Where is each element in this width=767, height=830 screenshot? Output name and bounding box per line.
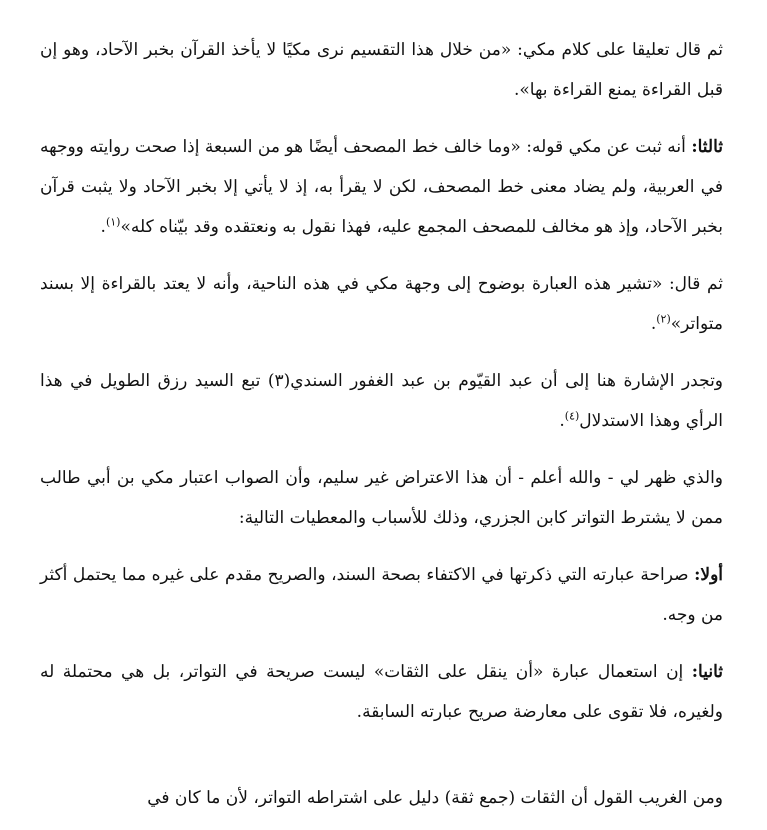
paragraph-1 (40, 30, 723, 110)
paragraph-6-text: صراحة عبارته التي ذكرتها في الاكتفاء بصحة السند، والصريح مقدم على غيره مما يحتمل أكثر من وجه. (40, 565, 723, 625)
paragraph-5-text: والذي ظهر لي - والله أعلم - أن هذا الاعتراض غير سليم، وأن الصواب اعتبار مكي بن أبي طالب ممن لا يشترط التواتر كابن الجزري، وذلك للأسباب والمعطيات التالية: (40, 468, 723, 528)
footnote-ref-1[interactable]: (١) (105, 215, 121, 229)
paragraph-4-text: وتجدر الإشارة هنا إلى أن عبد القيّوم بن عبد الغفور السندي(٣) تبع السيد رزق الطويل في هذا الرأي وهذا الاستدلال (40, 371, 724, 431)
paragraph-2-lead: ثالثا: (691, 137, 723, 157)
paragraph-6 (40, 555, 723, 635)
paragraph-1-text: ثم قال تعليقا على كلام مكي: «من خلال هذا التقسيم نرى مكيًا لا يأخذ القرآن بخبر الآحاد، وهو إن قبل القراءة يمنع القراءة بها». (40, 40, 723, 100)
paragraph-4 (40, 361, 723, 441)
period: . (100, 217, 106, 237)
paragraph-7-text: إن استعمال عبارة «أن ينقل على الثقات» ليست صريحة في التواتر، بل هي محتملة له ولغيره، فلا تقوى على معارضة صريح عبارته السابقة. (40, 662, 723, 722)
paragraph-5 (40, 458, 723, 538)
paragraph-8-text: ومن الغريب القول أن الثقات (جمع ثقة) دليل على اشتراطه التواتر، لأن ما كان في (147, 788, 723, 808)
paragraph-2 (40, 127, 723, 247)
footnote-ref-4[interactable]: (٤) (564, 409, 580, 423)
paragraph-2-text: أنه ثبت عن مكي قوله: «وما خالف خط المصحف أيضًا هو من السبعة إذا صحت روايته ووجهه في العربية، ولم يضاد معنى خط المصحف، لكن لا يقرأ به، إذ لا يأتي إلا بخبر الآحاد ولا يثبت قرآن بخبر الآحاد، وإذ هو مخالف للمصحف المجمع عليه، فهذا نقول به ونعتقده وقد بيّناه كله» (40, 137, 723, 237)
paragraph-3 (40, 264, 723, 344)
period: . (650, 314, 657, 334)
paragraph-8-partial (40, 776, 723, 830)
document-page (40, 30, 723, 746)
paragraph-7-lead: ثانيا: (691, 662, 723, 682)
footnote-ref-2[interactable]: (٢) (656, 312, 671, 326)
paragraph-6-lead: أولا: (694, 565, 723, 585)
period: . (559, 411, 565, 431)
paragraph-3-text: ثم قال: «تشير هذه العبارة بوضوح إلى وجهة مكي في هذه الناحية، وأنه لا يعتد بالقراءة إلا بسند متواتر» (40, 274, 723, 334)
paragraph-7 (40, 652, 723, 732)
